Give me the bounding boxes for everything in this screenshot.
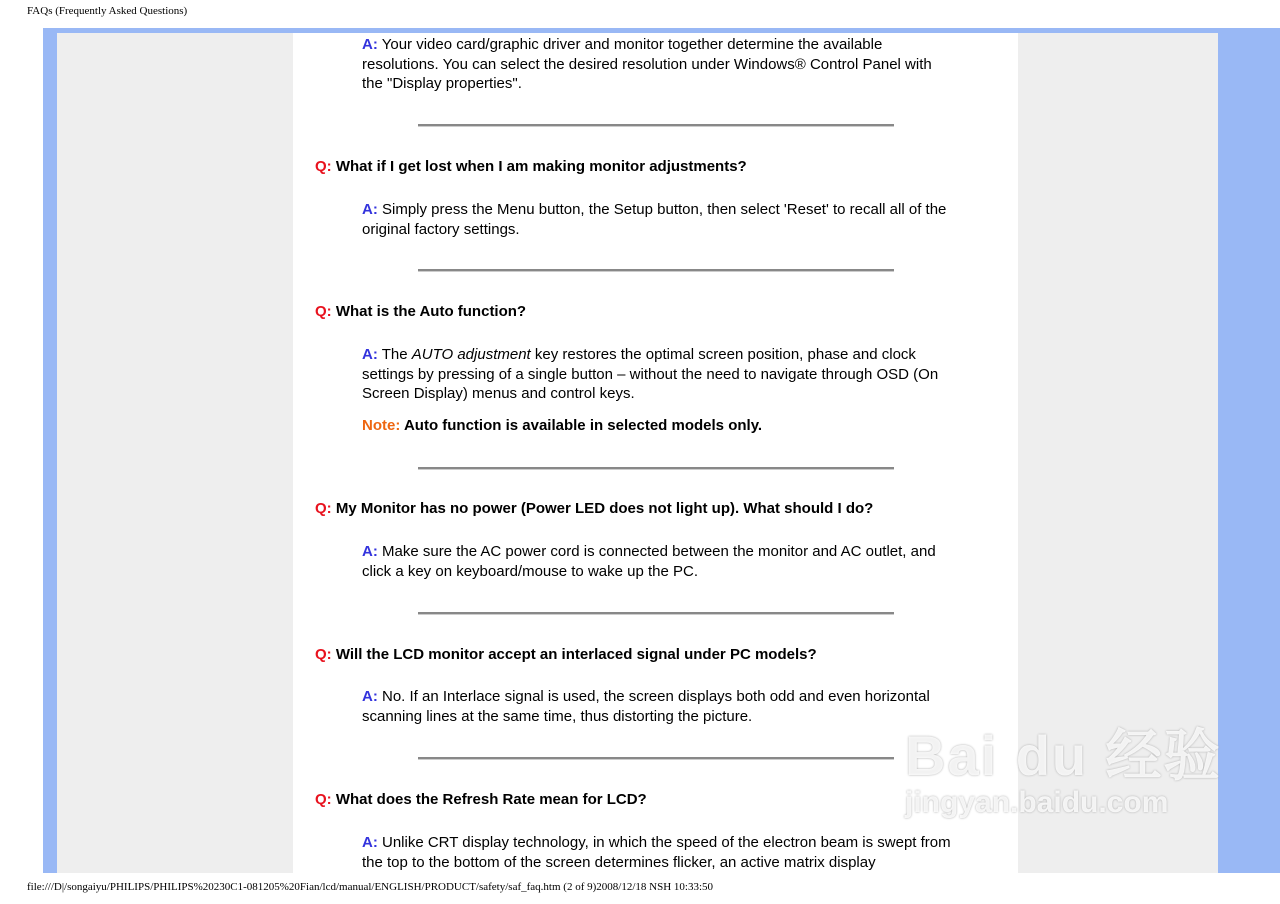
question-label: Q: [315, 158, 332, 175]
question-text: My Monitor has no power (Power LED does not light up). What should I do? [335, 500, 874, 517]
faq-answer [362, 345, 952, 404]
faq-question [315, 790, 647, 810]
divider [418, 124, 894, 127]
question-text: What is the Auto function? [335, 303, 527, 320]
question-text: What does the Refresh Rate mean for LCD? [335, 791, 647, 808]
answer-text: Make sure the AC power cord is connected between the monitor and AC outlet, and click a key on keyboard/mouse to wake up the PC. [362, 543, 936, 580]
page-footer-path: file:///D|/songaiyu/PHILIPS/PHILIPS%20230C1-081205%20Fian/lcd/manual/ENGLISH/PRODUCT/safety/saf_faq.htm (2 of 9)2008/12/18 NSH 10:33:50 [27, 881, 713, 893]
note-text: Auto function is available in selected models only. [403, 417, 763, 434]
divider [418, 757, 894, 760]
answer-label: A: [362, 201, 378, 218]
answer-text: key restores the optimal screen position, phase and clock settings by pressing of a single button – without the need to navigate through OSD (On Screen Display) menus and control keys. [362, 346, 939, 402]
question-text: Will the LCD monitor accept an interlaced signal under PC models? [335, 646, 817, 663]
faq-answer [362, 542, 952, 581]
answer-text: Unlike CRT display technology, in which the speed of the electron beam is swept from the top to the bottom of the screen determines flicker, an active matrix display [362, 834, 951, 871]
faq-answer [362, 687, 952, 726]
question-label: Q: [315, 500, 332, 517]
question-text: What if I get lost when I am making monitor adjustments? [335, 158, 747, 175]
answer-emphasis: AUTO adjustment [411, 346, 531, 363]
divider [418, 269, 894, 272]
faq-answer [362, 35, 952, 94]
answer-text: Your video card/graphic driver and monitor together determine the available resolutions. You can select the desired resolution under Windows® Control Panel with the "Display properties". [362, 36, 932, 92]
answer-label: A: [362, 346, 378, 363]
page-header-title: FAQs (Frequently Asked Questions) [27, 5, 188, 17]
question-label: Q: [315, 303, 332, 320]
faq-question [315, 499, 873, 519]
faq-question [315, 645, 817, 665]
answer-label: A: [362, 834, 378, 851]
question-label: Q: [315, 646, 332, 663]
faq-question [315, 157, 747, 177]
baidu-watermark [905, 712, 1222, 820]
faq-answer [362, 833, 952, 872]
note-label: Note: [362, 417, 401, 434]
answer-text: Simply press the Menu button, the Setup button, then select 'Reset' to recall all of the original factory settings. [362, 201, 947, 238]
answer-text: No. If an Interlace signal is used, the screen displays both odd and even horizontal scanning lines at the same time, thus distorting the picture. [362, 688, 930, 725]
faq-answer [362, 200, 952, 239]
answer-label: A: [362, 543, 378, 560]
watermark-brand: Bai du 经验 [905, 724, 1222, 787]
faq-question [315, 302, 526, 322]
divider [418, 612, 894, 615]
answer-text: The [381, 346, 408, 363]
answer-label: A: [362, 688, 378, 705]
faq-note [362, 416, 952, 436]
answer-label: A: [362, 36, 378, 53]
divider [418, 467, 894, 470]
question-label: Q: [315, 791, 332, 808]
watermark-url: jingyan.baidu.com [905, 786, 1169, 819]
